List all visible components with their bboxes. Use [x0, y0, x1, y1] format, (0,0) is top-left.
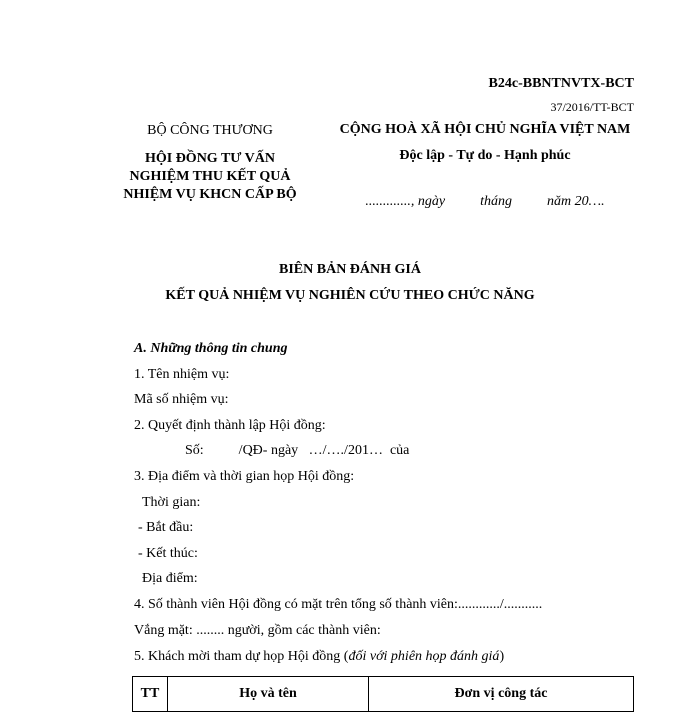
- column-header-tt: TT: [133, 677, 168, 712]
- document-title: [0, 262, 700, 304]
- section-a-heading: A. Những thông tin chung: [134, 341, 288, 356]
- national-header: [320, 122, 650, 210]
- end-label: - Kết thúc:: [138, 546, 198, 561]
- place-time-label: 3. Địa điểm và thời gian họp Hội đồng:: [134, 469, 355, 484]
- date-line: ............., ngày tháng năm 20….: [365, 194, 605, 209]
- task-code-label: Mã số nhiệm vụ:: [134, 392, 229, 407]
- members-present-line: 4. Số thành viên Hội đồng có mặt trên tổng số thành viên:............/...........: [134, 597, 543, 612]
- guests-suffix: ): [499, 649, 505, 664]
- title-line2: KẾT QUẢ NHIỆM VỤ NGHIÊN CỨU THEO CHỨC NĂNG: [165, 288, 535, 303]
- guest-table: [132, 676, 634, 712]
- guest-table-header-row: [133, 677, 634, 712]
- start-label: - Bắt đầu:: [138, 520, 194, 535]
- place-label: Địa điểm:: [142, 571, 198, 586]
- guests-line: [134, 649, 504, 665]
- column-header-name: Họ và tên: [168, 677, 369, 712]
- ministry-name: BỘ CÔNG THƯƠNG: [147, 123, 273, 138]
- time-label: Thời gian:: [142, 495, 201, 510]
- decision-number-line: Số: /QĐ- ngày …/…./201… của: [185, 443, 410, 458]
- council-name-line3: NHIỆM VỤ KHCN CẤP BỘ: [123, 187, 297, 202]
- national-motto: Độc lập - Tự do - Hạnh phúc: [399, 148, 571, 163]
- column-header-organization: Đơn vị công tác: [369, 677, 634, 712]
- absent-line: Vắng mặt: ........ người, gồm các thành viên:: [134, 623, 381, 638]
- council-name-line1: HỘI ĐỒNG TƯ VẤN: [144, 151, 276, 166]
- form-code: B24c-BBNTNVTX-BCT: [488, 76, 634, 91]
- agency-header: [100, 122, 320, 204]
- decision-label: 2. Quyết định thành lập Hội đồng:: [134, 418, 326, 433]
- circular-number: 37/2016/TT-BCT: [550, 100, 634, 114]
- title-line1: BIÊN BẢN ĐÁNH GIÁ: [279, 262, 421, 277]
- country-name: CỘNG HOÀ XÃ HỘI CHỦ NGHĨA VIỆT NAM: [339, 122, 631, 137]
- guests-note: đối với phiên họp đánh giá: [348, 649, 500, 664]
- council-name-line2: NGHIỆM THU KẾT QUẢ: [129, 169, 291, 184]
- guests-prefix: 5. Khách mời tham dự họp Hội đồng (: [134, 649, 349, 664]
- task-name-label: 1. Tên nhiệm vụ:: [134, 367, 230, 382]
